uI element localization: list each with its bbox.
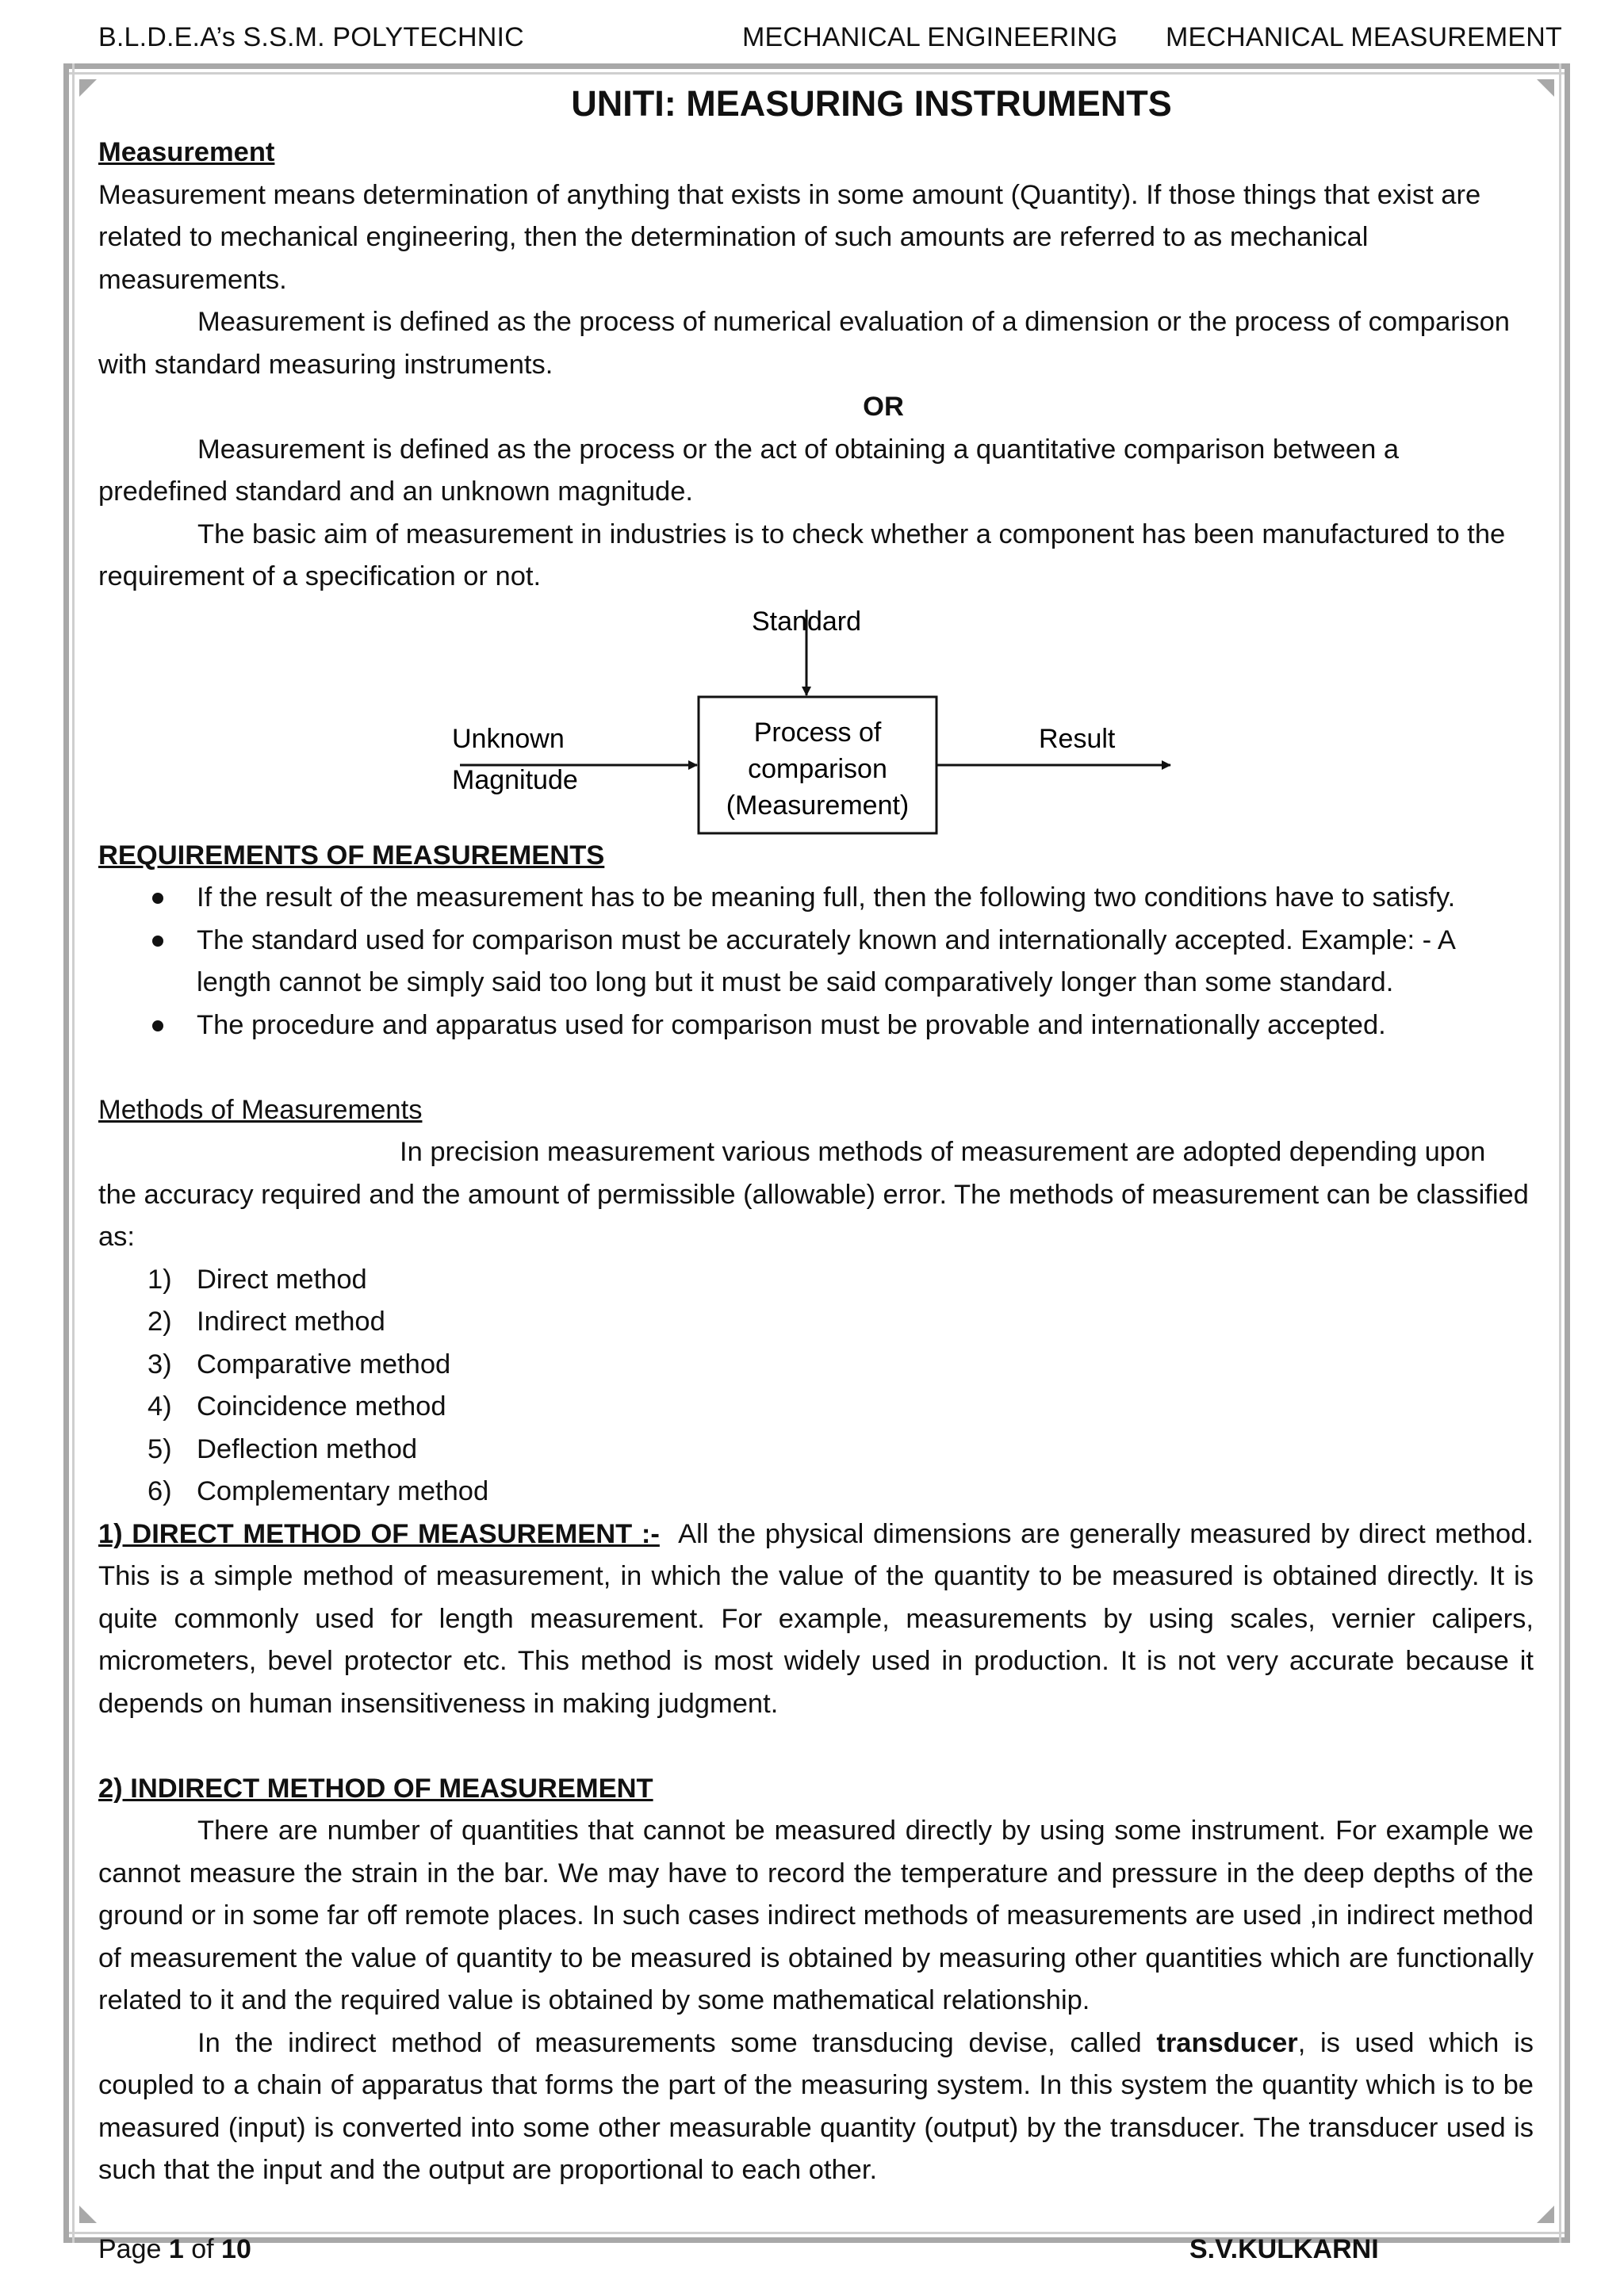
indirect-method-heading: 2) INDIRECT METHOD OF MEASUREMENT bbox=[98, 1773, 653, 1804]
indirect-para-2-post: , is used which is coupled to a chain of apparatus that forms the part of the measuring system. In this system the quantity which is to be measured (input) is converted into some other measurable quantity (output) by the transducer. The transducer used is such that the input and the output are proportional to each other. bbox=[98, 2027, 1534, 2185]
measurement-heading: Measurement bbox=[98, 137, 275, 167]
page-title: UNITI: MEASURING INSTRUMENTS bbox=[571, 83, 1172, 124]
list-item bbox=[98, 1386, 1534, 1429]
measurement-para-1: Measurement means determination of anything that exists in some amount (Quantity). If those things that exist are related to mechanical engineering, then the determination of such amounts are referred to as mechanical measurements. bbox=[98, 179, 1481, 295]
measurement-para-4: The basic aim of measurement in industries is to check whether a component has been manufactured to the requirement of a specification or not. bbox=[98, 519, 1506, 591]
direct-method-section bbox=[98, 1513, 1534, 1726]
list-item bbox=[98, 1344, 1534, 1387]
direct-method-heading: 1) DIRECT METHOD OF MEASUREMENT :- bbox=[98, 1518, 660, 1549]
list-item bbox=[98, 920, 1534, 1004]
requirement-text: The standard used for comparison must be accurately known and internationally accepted. Example: - A length cannot be simply said too long but it must be said comparatively longer than some standard. bbox=[197, 924, 1454, 997]
header-department: MECHANICAL ENGINEERING bbox=[742, 22, 1118, 52]
diagram-output-label: Result bbox=[1039, 723, 1116, 754]
diagram-input-line-1: Unknown bbox=[452, 723, 565, 754]
list-number: 5) bbox=[147, 1433, 172, 1464]
spacer bbox=[98, 1725, 1534, 1768]
methods-heading: Methods of Measurements bbox=[98, 1094, 423, 1125]
page-of: of bbox=[191, 2234, 214, 2264]
list-number: 3) bbox=[147, 1349, 172, 1380]
method-label: Coincidence method bbox=[197, 1391, 446, 1422]
diagram-standard-label: Standard bbox=[752, 606, 861, 637]
diagram-svg bbox=[98, 599, 1534, 835]
list-number: 1) bbox=[147, 1264, 172, 1295]
methods-list bbox=[98, 1259, 1534, 1513]
method-label: Complementary method bbox=[197, 1476, 489, 1506]
transducer-term: transducer bbox=[1156, 2027, 1298, 2058]
indirect-para-2-pre: In the indirect method of measurements some transducing devise, called bbox=[197, 2027, 1142, 2058]
direct-method-text: All the physical dimensions are generally measured by direct method. This is a simple method of measurement, in which the value of the quantity to be measured is obtained directly. It is quite commonly used for length measurement. For example, measurements by using scales, vernier calipers, micrometers, bevel protector etc. This method is most widely used in production. It is not very accurate because it depends on human insensitiveness in making judgment. bbox=[98, 1518, 1534, 1719]
list-item bbox=[98, 1301, 1534, 1344]
header-institution: B.L.D.E.A’s S.S.M. POLYTECHNIC bbox=[98, 22, 524, 52]
requirement-text: The procedure and apparatus used for comparison must be provable and internationally accepted. bbox=[197, 1009, 1386, 1040]
bullet-icon bbox=[152, 1020, 163, 1031]
method-label: Deflection method bbox=[197, 1433, 418, 1464]
list-item bbox=[98, 877, 1534, 920]
page-number bbox=[98, 2234, 251, 2265]
list-item bbox=[98, 1429, 1534, 1471]
requirement-text: If the result of the measurement has to be meaning full, then the following two conditions have to satisfy. bbox=[197, 882, 1456, 913]
footer-author: S.V.KULKARNI bbox=[1189, 2234, 1379, 2264]
method-label: Direct method bbox=[197, 1264, 367, 1295]
page-total: 10 bbox=[221, 2234, 251, 2264]
list-number: 2) bbox=[147, 1307, 172, 1337]
or-separator: OR bbox=[863, 392, 904, 422]
page-label: Page bbox=[98, 2234, 162, 2264]
process-box-line-3: (Measurement) bbox=[726, 790, 910, 821]
diagram-input-line-2: Magnitude bbox=[452, 764, 578, 795]
requirements-heading: REQUIREMENTS OF MEASUREMENTS bbox=[98, 840, 605, 871]
methods-intro-rest: the accuracy required and the amount of permissible (allowable) error. The methods of measurement can be classified as: bbox=[98, 1179, 1529, 1252]
bullet-icon bbox=[152, 893, 163, 904]
process-box-line-2: comparison bbox=[748, 753, 887, 784]
list-number: 6) bbox=[147, 1476, 172, 1506]
list-number: 4) bbox=[147, 1391, 172, 1422]
list-item bbox=[98, 1004, 1534, 1047]
page-current: 1 bbox=[168, 2234, 184, 2264]
spacer bbox=[98, 1047, 1534, 1089]
indirect-para-2 bbox=[98, 2022, 1534, 2192]
measurement-para-2: Measurement is defined as the process of numerical evaluation of a dimension or the process of comparison with standard measuring instruments. bbox=[98, 307, 1510, 380]
list-item bbox=[98, 1471, 1534, 1513]
methods-intro-first-line: In precision measurement various methods of measurement are adopted depending upon bbox=[400, 1137, 1486, 1167]
method-label: Indirect method bbox=[197, 1307, 385, 1337]
method-label: Comparative method bbox=[197, 1349, 451, 1380]
process-box-line-1: Process of bbox=[753, 717, 882, 748]
indirect-para-1: There are number of quantities that cannot be measured directly by using some instrument. For example we cannot measure the strain in the bar. We may have to record the temperature and pressure in the deep depths of the ground or in some far off remote places. In such cases indirect methods of measurements are used ,in indirect method of measurement the value of quantity to be measured is obtained by measuring other quantities which are functionally related to it and the required value is obtained by some mathematical relationship. bbox=[98, 1816, 1534, 2015]
measurement-para-3: Measurement is defined as the process or the act of obtaining a quantitative comparison between a predefined standard and an unknown magnitude. bbox=[98, 434, 1400, 507]
page-content bbox=[98, 79, 1534, 2192]
measurement-block-diagram bbox=[98, 599, 1534, 835]
bullet-icon bbox=[152, 936, 163, 947]
header-subject: MECHANICAL MEASUREMENT bbox=[1166, 22, 1562, 52]
list-item bbox=[98, 1259, 1534, 1302]
requirements-list bbox=[98, 877, 1534, 1047]
